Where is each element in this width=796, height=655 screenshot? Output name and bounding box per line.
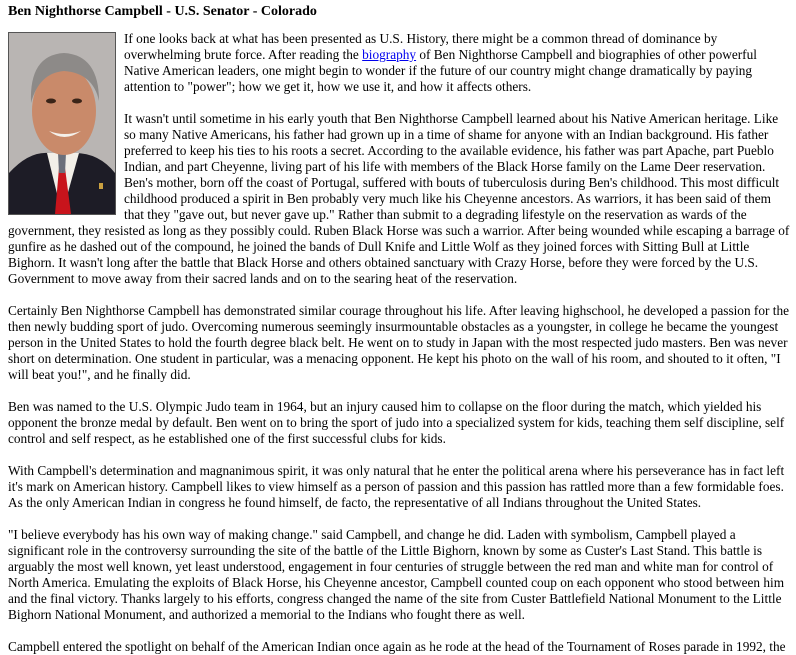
portrait-image	[9, 33, 115, 214]
paragraph-little-bighorn: "I believe everybody has his own way of making change." said Campbell, and change he did. Laden with symbolism, Campbell played a significant role in the controversy surrounding the site of the battle of the Little Bighorn, known by some as Custer's Last Stand. This battle is arguably the most well known, yet least understood, engagement in four centuries of struggle between the red man and white man for control of North America. Emulating the exploits of Black Horse, his Cheyenne ancestor, Campbell counted coup on each opponent who stood between him and the final victory. Thanks largely to his efforts, congress changed the name of the site from Custer Battlefield National Monument to the Little Bighorn National Monument, and authorized a memorial to the Indians who fought there as well.	[8, 527, 785, 622]
paragraph-politics: With Campbell's determination and magnanimous spirit, it was only natural that he enter the political arena where his perseverance has in fact left it's mark on American history. Campbell likes to view himself as a person of passion and this passion has rattled more than a few formidable foes. As the only American Indian in congress he found himself, de facto, the representative of all Indians throughout the United States.	[8, 463, 785, 510]
biography-link[interactable]: biography	[362, 47, 417, 62]
portrait-photo	[8, 32, 116, 215]
paragraph-olympics: Ben was named to the U.S. Olympic Judo team in 1964, but an injury caused him to collapse on the floor during the match, which yielded his opponent the bronze medal by default. Ben went on to bring the sport of judo into a specialized system for kids, teaching them self discipline, self control and self respect, as he established one of the first successful clubs for kids.	[8, 399, 785, 446]
page-title: Ben Nighthorse Campbell - U.S. Senator - Colorado	[8, 4, 317, 19]
paragraph-heritage: It wasn't until sometime in his early youth that Ben Nighthorse Campbell learned about his Native American heritage. Like so many Native Americans, his father had grown up in a time of shame for anyone with an Indian background. His father preferred to keep his ties to his roots a secret. According to the available evidence, his father was part Apache, part Pueblo Indian, and part Cheyenne, living part of his life with members of the Black Horse family on the Lame Deer reservation. Ben's mother, born off the coast of Portugal, suffered with bouts of tuberculosis during Ben's childhood. This most difficult childhood produced a spirit in Ben probably very much like his Cheyenne ancestors. As warriors, it has been said of them that they "gave out, but never gave up." Rather than submit to a degrading lifestyle on the reservation as wards of the government, they resisted as long as they possibly could. Ruben Black Horse was such a warrior. After being wounded while escaping a barrage of gunfire as he dashed out of the compound, he joined the bands of Dull Knife and Little Wolf as they joined forces with Sitting Bull at Little Bighorn. It wasn't long after the battle that Black Horse and others obtained sanctuary with Crazy Horse, before they were forced by the U.S. Government to move away from their sacred lands and on to the searing heat of the reservation.	[8, 111, 790, 286]
paragraph-intro	[8, 31, 792, 95]
paragraph-roses-parade: Campbell entered the spotlight on behalf of the American Indian once again as he rode at the head of the Tournament of Roses parade in 1992, the	[8, 639, 786, 654]
intro-text-after: of Ben Nighthorse Campbell and biographies of other powerful Native American leaders, one might begin to wonder if the future of our country might change dramatically by paying attention to "power"; how we get it, how we use it, and how it affects others.	[124, 47, 757, 94]
intro-text-before: If one looks back at what has been presented as U.S. History, there might be a common thread of dominance by overwhelming brute force. After reading the	[124, 31, 718, 62]
paragraph-judo: Certainly Ben Nighthorse Campbell has demonstrated similar courage throughout his life. After leaving highschool, he developed a passion for the then newly budding sport of judo. Overcoming numerous seemingly insurmountable obstacles as a youngster, in college he became the youngest person in the United States to hold the fourth degree black belt. He went on to study in Japan with the most respected judo masters. Ben was never short on determination. One student in particular, was a menacing opponent. He kept his photo on the wall of his room, and shouted to it often, "I will beat you!", and he finally did.	[8, 303, 790, 382]
